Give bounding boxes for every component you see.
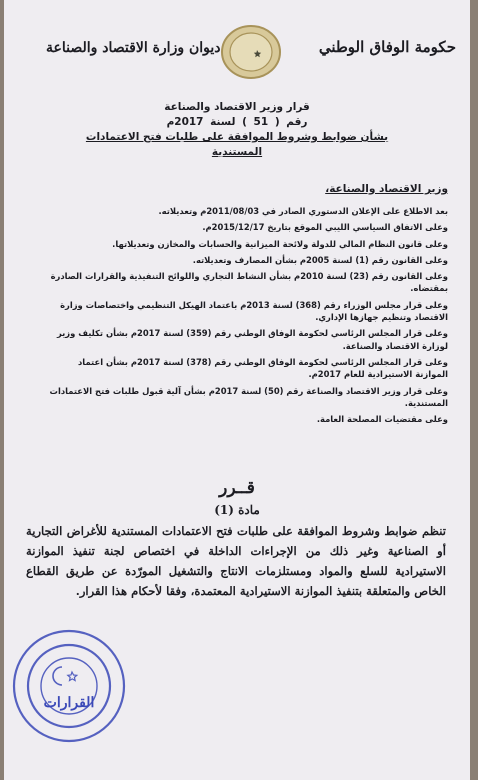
preamble-clause: وعلى قرار المجلس الرئاسي لحكومة الوفاق الوطني رقم (378) لسنة 2017م بشأن اعتماد الموازنة الاستيرادية للعام 2017م. xyxy=(78,356,448,380)
title-line-3: بشأن ضوابط وشروط الموافقة على طلبات فتح الاعتمادات المستندية xyxy=(85,131,389,158)
preamble-clause: وعلى قانون النظام المالي للدولة ولائحة الميزانية والحسابات والمخازن وتعديلاتها. xyxy=(112,238,448,249)
ministry-stamp xyxy=(10,627,128,745)
preamble-clause: وعلى قرار المجلس الرئاسي لحكومة الوفاق الوطني رقم (359) لسنة 2017م بشأن تكليف وزير لوزارة الاقتصاد والصناعة. xyxy=(56,328,448,351)
government-name: حكومة الوفاق الوطني xyxy=(318,38,456,56)
preamble-clause: وعلى الاتفاق السياسي الليبي الموقع بتاريخ 2015/12/17م. xyxy=(202,222,448,233)
preamble-clause: وعلى القانون رقم (1) لسنة 2005م بشأن المصارف وتعديلاته. xyxy=(192,254,448,265)
minister-heading: وزير الاقتصاد والصناعة، xyxy=(325,183,448,195)
title-line-2: رقم ( 51 ) لسنة 2017م xyxy=(166,116,308,128)
preamble-clause: بعد الاطلاع على الإعلان الدستوري الصادر في 2011/08/03م وتعديلاته. xyxy=(158,206,448,216)
title-line-1: قرار وزير الاقتصاد والصناعة xyxy=(164,101,310,113)
preamble-clause: وعلى مقتضيات المصلحة العامة. xyxy=(316,414,448,425)
preamble-clauses xyxy=(48,205,448,429)
preamble-clause: وعلى قرار مجلس الوزراء رقم (368) لسنة 2013م باعتماد الهيكل التنظيمي واختصاصات وزارة الاقتصاد وتنظيم جهازها الإداري. xyxy=(60,299,448,323)
article-label: مادة (1) xyxy=(214,503,260,517)
ministry-office-name: ديوان وزارة الاقتصاد والصناعة xyxy=(46,40,221,56)
document-page xyxy=(4,0,470,780)
preamble-clause: وعلى القانون رقم (23) لسنة 2010م بشأن النشاط التجاري واللوائح التنفيذية والقرارات الصادرة بمقتضاه. xyxy=(50,271,448,294)
preamble-clause: وعلى قرار وزير الاقتصاد والصناعة رقم (50) لسنة 2017م بشأن آلية قبول طلبات فتح الاعتمادات المستندية. xyxy=(49,385,448,408)
decision-title xyxy=(64,100,410,160)
article-text: تنظم ضوابط وشروط الموافقة على طلبات فتح الاعتمادات المستندية للأغراض التجارية أو الصناعية وغير ذلك من الإجراءات الداخلة في اختصاص لجنة تنفيذ الموازنة الاستيرادية للسلع والمواد ومستلزمات الانتاج والتشغيل المورّدة عن طريق القطاع الخاص والمتعلقة بتنفيذ الموازنة الاستيرادية المعتمدة، وفقا لأحكام هذا القرار. xyxy=(26,524,446,598)
emblem-icon xyxy=(220,24,282,80)
decree-heading: قــرر xyxy=(219,478,255,498)
stamp-center-text: القرارات xyxy=(43,695,95,711)
